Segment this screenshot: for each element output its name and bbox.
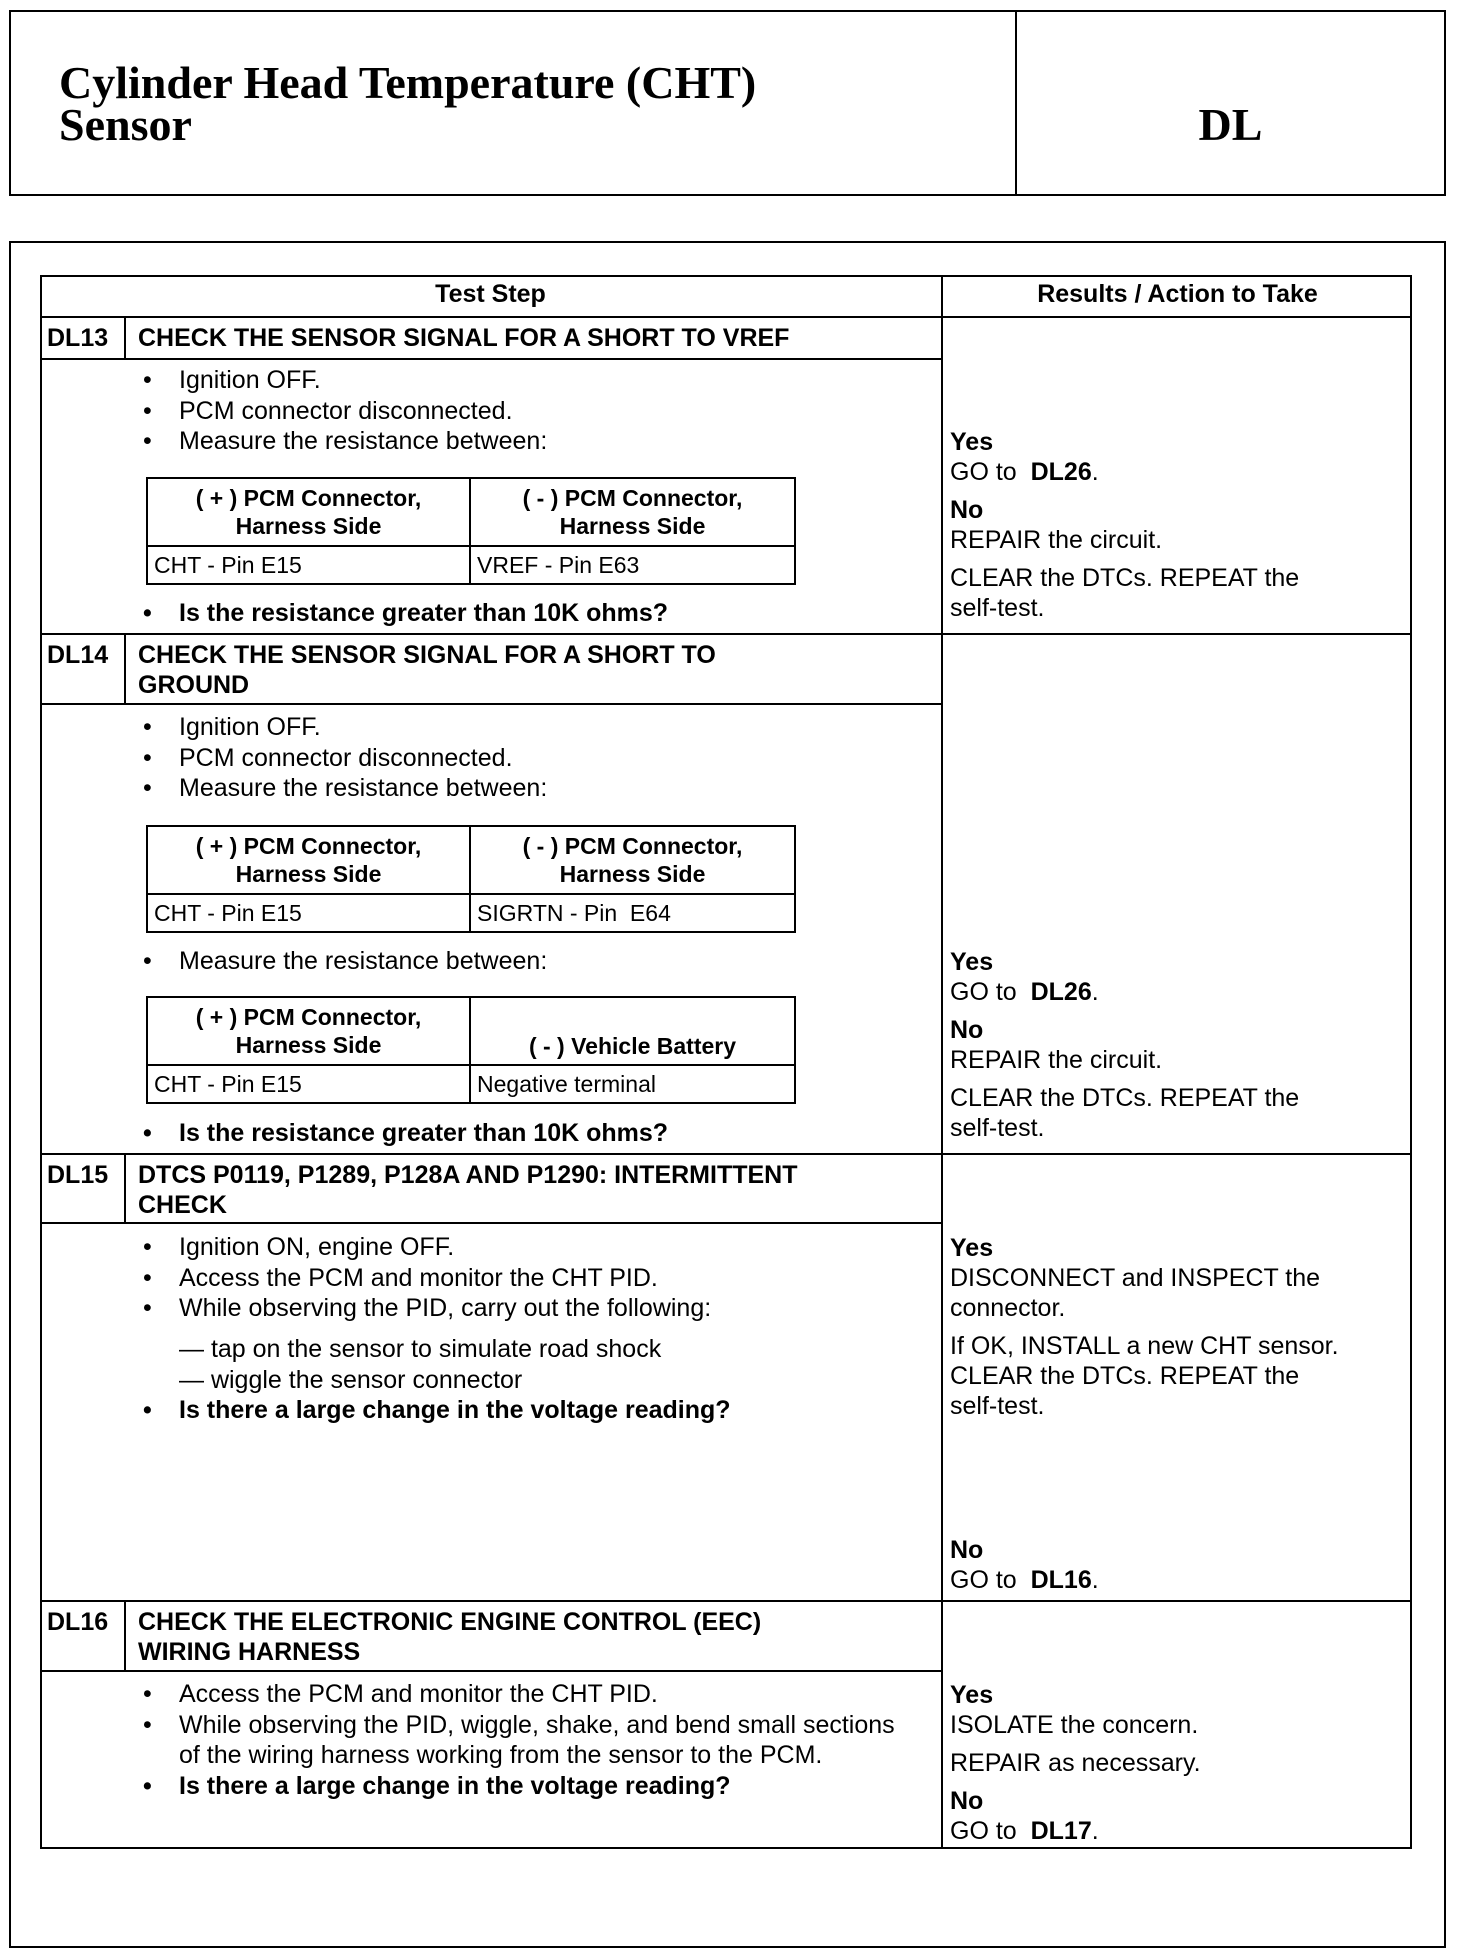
- pin-table: [146, 825, 796, 933]
- result-no-label: No: [950, 1536, 984, 1564]
- step-id: DL16: [47, 1608, 109, 1636]
- result-no-action: GO to DL17.: [950, 1817, 1099, 1845]
- row-separator: [40, 1600, 1412, 1602]
- row-separator: [40, 633, 1412, 635]
- result-no-action: GO to DL16.: [950, 1566, 1099, 1594]
- title-cell: [11, 12, 1017, 194]
- list-item: • Measure the resistance between:: [141, 946, 547, 977]
- goto-step-link[interactable]: DL26: [1030, 978, 1092, 1006]
- pin-table-header: ( - ) PCM Connector, Harness Side: [470, 478, 795, 546]
- result-no-action: REPAIR the circuit.: [950, 1046, 1163, 1074]
- list-item: • PCM connector disconnected.: [141, 743, 547, 774]
- list-item: • Ignition ON, engine OFF.: [141, 1232, 711, 1263]
- pin-table-header: ( + ) PCM Connector, Harness Side: [147, 478, 470, 546]
- result-yes-action: GO to DL26.: [950, 978, 1099, 1006]
- pin-table-cell: CHT - Pin E15: [147, 894, 470, 932]
- list-item: • While observing the PID, carry out the following:: [141, 1293, 711, 1324]
- step-bullets: [141, 712, 547, 804]
- result-yes-action: GO to DL26.: [950, 458, 1099, 486]
- goto-step-link[interactable]: DL17: [1030, 1817, 1092, 1845]
- step-id-divider: [124, 635, 126, 703]
- step-title: DTCS P0119, P1289, P128A AND P1290: INTERMITTENT CHECK: [138, 1161, 798, 1219]
- pin-table-cell: Negative terminal: [470, 1065, 795, 1103]
- result-yes-ok: If OK, INSTALL a new CHT sensor.: [950, 1332, 1339, 1360]
- section-code-cell: [1017, 12, 1444, 194]
- step-id: DL14: [47, 641, 109, 669]
- list-item: • Ignition OFF.: [141, 365, 547, 396]
- table-header-rule: [40, 316, 1412, 318]
- list-item: — wiggle the sensor connector: [179, 1365, 523, 1394]
- list-item: • Ignition OFF.: [141, 712, 547, 743]
- result-yes-action: DISCONNECT and INSPECT the: [950, 1264, 1321, 1292]
- result-yes-label: Yes: [950, 428, 994, 456]
- pin-table-cell: VREF - Pin E63: [470, 546, 795, 584]
- list-item: • Measure the resistance between:: [141, 773, 547, 804]
- pin-table-header: ( + ) PCM Connector, Harness Side: [147, 997, 470, 1065]
- document-header: [9, 10, 1446, 196]
- list-item: • Access the PCM and monitor the CHT PID.: [141, 1263, 711, 1294]
- question-text: • Is there a large change in the voltage reading?: [141, 1771, 921, 1802]
- result-yes-label: Yes: [950, 1234, 994, 1262]
- result-no-label: No: [950, 1787, 984, 1815]
- step-title-rule: [40, 703, 941, 705]
- pin-table-header: ( - ) Vehicle Battery: [470, 997, 795, 1065]
- pin-table: [146, 477, 796, 585]
- question-text: • Is the resistance greater than 10K ohms?: [141, 598, 668, 629]
- col-header-results: Results / Action to Take: [1037, 280, 1318, 308]
- list-item: • Measure the resistance between:: [141, 426, 547, 457]
- result-no-label: No: [950, 496, 984, 524]
- step-bullets: [141, 1679, 921, 1801]
- result-yes-clear: CLEAR the DTCs. REPEAT the: [950, 1362, 1300, 1390]
- result-no-selftest: self-test.: [950, 594, 1045, 622]
- result-no-clear: CLEAR the DTCs. REPEAT the: [950, 564, 1300, 592]
- step-title: CHECK THE SENSOR SIGNAL FOR A SHORT TO GROUND: [138, 641, 716, 699]
- step-id-divider: [124, 1602, 126, 1670]
- result-yes-action: ISOLATE the concern.: [950, 1711, 1199, 1739]
- step-id-divider: [124, 1155, 126, 1222]
- result-no-clear: CLEAR the DTCs. REPEAT the: [950, 1084, 1300, 1112]
- step-results-no: [950, 1535, 1099, 1595]
- result-yes-selftest: self-test.: [950, 1392, 1045, 1420]
- step-id: DL13: [47, 324, 109, 352]
- list-item: — tap on the sensor to simulate road shock: [179, 1335, 662, 1363]
- step-question: [141, 1395, 731, 1426]
- goto-step-link[interactable]: DL16: [1030, 1566, 1092, 1594]
- list-item: • While observing the PID, wiggle, shake, and bend small sections of the wiring harness working from the sensor to the PCM.: [141, 1710, 921, 1771]
- pin-table-cell: SIGRTN - Pin E64: [470, 894, 795, 932]
- step-title-rule: [40, 358, 941, 360]
- step-title-rule: [40, 1222, 941, 1224]
- step-bullets: [141, 1232, 711, 1324]
- result-yes-action: connector.: [950, 1294, 1066, 1322]
- list-item: • Access the PCM and monitor the CHT PID.: [141, 1679, 921, 1710]
- step-results: [950, 947, 1299, 1143]
- column-divider: [941, 275, 943, 1849]
- step-bullets: [141, 946, 547, 977]
- result-yes-repair: REPAIR as necessary.: [950, 1749, 1201, 1777]
- step-title: CHECK THE ELECTRONIC ENGINE CONTROL (EEC) WIRING HARNESS: [138, 1608, 762, 1666]
- result-yes-label: Yes: [950, 948, 994, 976]
- step-results: [950, 427, 1299, 623]
- pin-table: [146, 996, 796, 1104]
- pin-table-header: ( - ) PCM Connector, Harness Side: [470, 826, 795, 894]
- step-question: [141, 598, 668, 629]
- row-separator: [40, 1153, 1412, 1155]
- pin-table-header: ( + ) PCM Connector, Harness Side: [147, 826, 470, 894]
- section-code: DL: [1198, 99, 1263, 150]
- pin-table-cell: CHT - Pin E15: [147, 1065, 470, 1103]
- result-no-label: No: [950, 1016, 984, 1044]
- step-question: [141, 1118, 668, 1149]
- step-id-divider: [124, 318, 126, 358]
- result-yes-label: Yes: [950, 1681, 994, 1709]
- step-title: CHECK THE SENSOR SIGNAL FOR A SHORT TO VREF: [138, 324, 790, 352]
- result-no-selftest: self-test.: [950, 1114, 1045, 1142]
- pin-table-cell: CHT - Pin E15: [147, 546, 470, 584]
- question-text: • Is there a large change in the voltage reading?: [141, 1395, 731, 1426]
- step-results: [950, 1680, 1201, 1846]
- question-text: • Is the resistance greater than 10K ohms?: [141, 1118, 668, 1149]
- step-title-rule: [40, 1670, 941, 1672]
- list-item: • PCM connector disconnected.: [141, 396, 547, 427]
- col-header-test-step: Test Step: [435, 280, 546, 308]
- step-subitems: [179, 1334, 661, 1395]
- goto-step-link[interactable]: DL26: [1030, 458, 1092, 486]
- step-results: [950, 1233, 1339, 1421]
- result-no-action: REPAIR the circuit.: [950, 526, 1163, 554]
- page-title: Cylinder Head Temperature (CHT) Sensor: [59, 57, 757, 150]
- step-bullets: [141, 365, 547, 457]
- step-id: DL15: [47, 1161, 109, 1189]
